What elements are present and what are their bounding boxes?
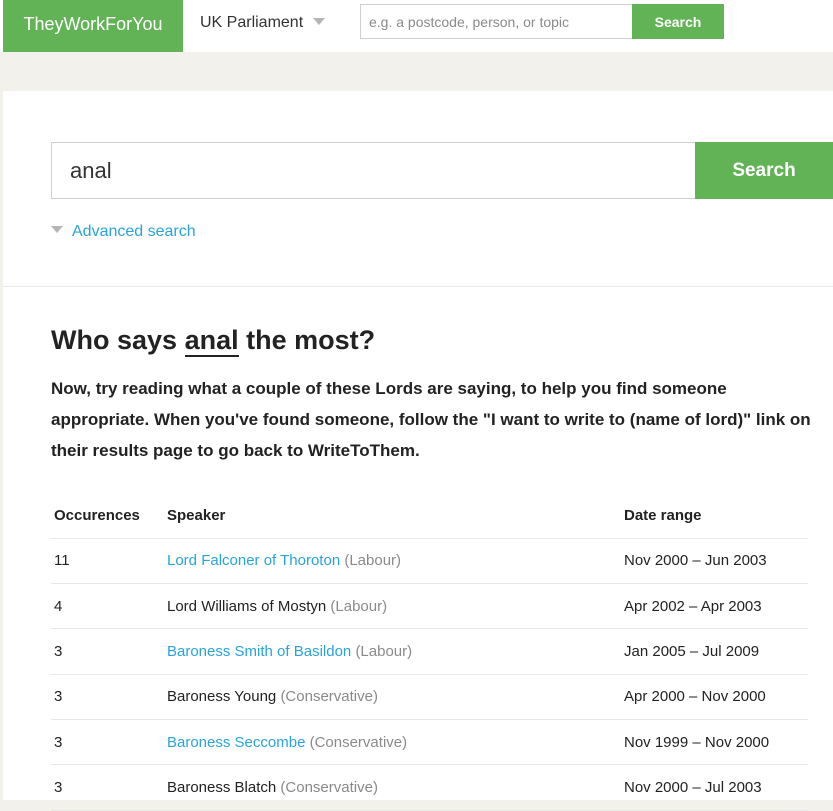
- header-search-button[interactable]: Search: [632, 4, 724, 39]
- triangle-down-icon: [51, 226, 63, 233]
- table-row: [51, 538, 808, 583]
- table-row: [51, 674, 808, 719]
- header-search-input[interactable]: [360, 4, 633, 39]
- speaker-cell: [164, 765, 621, 810]
- table-row: [51, 765, 808, 810]
- speaker-cell: [164, 629, 621, 674]
- column-header-occurences: Occurences: [51, 493, 164, 538]
- intro-text: Now, try reading what a couple of these Lords are saying, to help you find someone appropriate. When you've found someone, follow the "I want to write to (name of lord)" link on their results page to go back to WriteToThem.: [51, 379, 811, 460]
- table-row: [51, 583, 808, 628]
- date-range-cell: Nov 2000 – Jul 2003: [621, 765, 808, 810]
- column-header-date-range: Date range: [621, 493, 808, 538]
- column-header-speaker: Speaker: [164, 493, 621, 538]
- results-heading: [51, 325, 375, 356]
- speaker-cell: [164, 538, 621, 583]
- table-row: [51, 720, 808, 765]
- occurences-cell: 3: [51, 674, 164, 719]
- results-table: [51, 493, 808, 811]
- party-label: (Labour): [355, 642, 413, 660]
- date-range-cell: Nov 2000 – Jun 2003: [621, 538, 808, 583]
- parliament-selector[interactable]: [200, 0, 325, 46]
- occurences-cell: 11: [51, 538, 164, 583]
- heading-prefix: Who says: [51, 325, 178, 355]
- site-logo[interactable]: TheyWorkForYou: [3, 0, 183, 52]
- party-label: (Labour): [330, 597, 388, 615]
- advanced-search-toggle[interactable]: [51, 223, 196, 241]
- top-navigation-bar: [0, 0, 833, 52]
- heading-suffix: the most?: [246, 325, 376, 355]
- speaker-name: Baroness Young: [167, 688, 277, 706]
- speaker-link[interactable]: Lord Falconer of Thoroton: [167, 552, 341, 570]
- date-range-cell: Apr 2002 – Apr 2003: [621, 583, 808, 628]
- party-label: (Labour): [344, 552, 402, 570]
- parliament-selector-label: UK Parliament: [200, 14, 304, 31]
- occurences-cell: 3: [51, 765, 164, 810]
- date-range-cell: Jan 2005 – Jul 2009: [621, 629, 808, 674]
- occurences-cell: 3: [51, 720, 164, 765]
- speaker-cell: [164, 674, 621, 719]
- advanced-search-label: Advanced search: [72, 223, 196, 240]
- date-range-cell: Nov 1999 – Nov 2000: [621, 720, 808, 765]
- table-row: [51, 629, 808, 674]
- table-header-row: [51, 493, 808, 538]
- occurences-cell: 4: [51, 583, 164, 628]
- speaker-name: Lord Williams of Mostyn: [167, 597, 327, 615]
- speaker-link[interactable]: Baroness Seccombe: [167, 733, 306, 751]
- occurences-cell: 3: [51, 629, 164, 674]
- results-panel: [3, 287, 833, 800]
- main-search-input[interactable]: [51, 142, 696, 199]
- speaker-link[interactable]: Baroness Smith of Basildon: [167, 642, 352, 660]
- speaker-cell: [164, 720, 621, 765]
- speaker-cell: [164, 583, 621, 628]
- chevron-down-icon: [313, 18, 325, 25]
- party-label: (Conservative): [280, 779, 378, 797]
- main-search-button[interactable]: Search: [695, 142, 833, 199]
- speaker-name: Baroness Blatch: [167, 779, 277, 797]
- party-label: (Conservative): [309, 733, 408, 751]
- search-panel: [3, 91, 833, 287]
- date-range-cell: Apr 2000 – Nov 2000: [621, 674, 808, 719]
- heading-search-term: anal: [184, 325, 239, 355]
- party-label: (Conservative): [280, 688, 378, 706]
